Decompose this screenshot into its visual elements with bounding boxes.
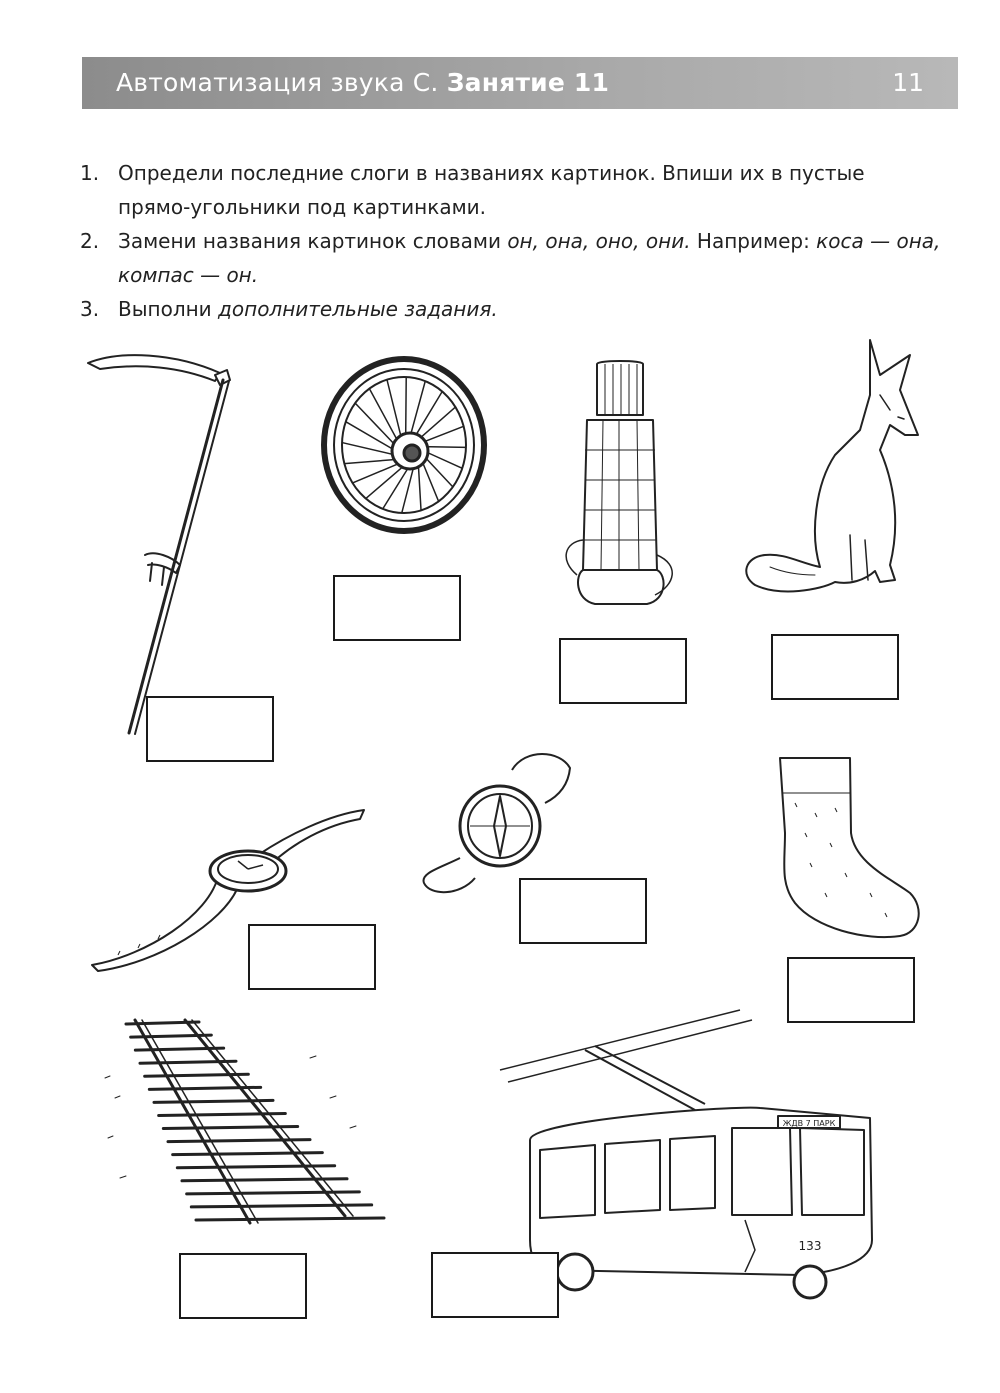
instruction-italic-text: коса — она, компас — он. <box>118 229 941 287</box>
instruction-italic-text: он, она, оно, они. <box>507 229 691 253</box>
answer-box-fox[interactable] <box>771 634 899 700</box>
wheel-spoke <box>353 462 402 483</box>
railway-tie <box>168 1140 310 1142</box>
wheel-spoke <box>421 426 463 442</box>
scythe-icon <box>80 345 240 745</box>
railway-tie <box>196 1218 384 1220</box>
instruction-1 <box>80 156 942 224</box>
wheel-spoke <box>346 422 396 451</box>
wheel-spoke <box>344 459 398 463</box>
instruction-3 <box>80 292 942 326</box>
instructions-list <box>80 156 942 326</box>
railway-icon <box>100 1018 380 1228</box>
lesson-title <box>116 68 609 97</box>
instruction-number: 3. <box>80 297 100 321</box>
answer-box-wheel[interactable] <box>333 575 461 641</box>
railway-tie <box>154 1100 273 1102</box>
wheel-spoke <box>421 459 438 501</box>
wheel-spoke <box>423 455 453 487</box>
railway-tie <box>145 1074 249 1076</box>
railway-tie <box>149 1087 260 1089</box>
wheel-spoke <box>387 380 402 440</box>
instruction-number: 2. <box>80 229 100 253</box>
wheel-spoke <box>418 462 421 510</box>
lesson-header <box>82 57 958 109</box>
instruction-text: Замени названия картинок словами <box>118 229 508 253</box>
instruction-text: Определи последние слоги в названиях картинок. Впиши их в пустые прямо-угольники под картинками. <box>118 161 865 219</box>
instruction-text: Выполни <box>118 297 219 321</box>
railway-tie <box>159 1113 286 1115</box>
answer-box-railway[interactable] <box>179 1253 307 1319</box>
wheel-spoke <box>410 381 425 437</box>
fox-icon <box>740 335 925 620</box>
wheel-spoke <box>406 377 407 438</box>
wheel-spoke <box>402 464 415 513</box>
instruction-italic-text: дополнительные задания. <box>218 297 498 321</box>
lesson-title-regular: Автоматизация звука С. <box>116 68 439 97</box>
page-number: 11 <box>892 68 924 97</box>
answer-box-trolleybus[interactable] <box>431 1252 559 1318</box>
wheel-icon <box>315 355 493 535</box>
sock-icon <box>775 753 925 943</box>
answer-box-wristwatch[interactable] <box>248 924 376 990</box>
wheel-spoke <box>369 389 398 443</box>
thermos-icon <box>555 360 685 615</box>
answer-box-compass[interactable] <box>519 878 647 944</box>
answer-box-thermos[interactable] <box>559 638 687 704</box>
svg-text:ЖДВ 7 ПАРК: ЖДВ 7 ПАРК <box>782 1119 836 1128</box>
instruction-2 <box>80 224 942 292</box>
instruction-text: Например: <box>690 229 817 253</box>
instruction-number: 1. <box>80 161 100 185</box>
railway-tie <box>163 1127 297 1129</box>
answer-box-sock[interactable] <box>787 957 915 1023</box>
wheel-spoke <box>342 443 397 456</box>
wheel-spoke <box>424 451 462 468</box>
lesson-title-bold: Занятие 11 <box>446 68 610 97</box>
svg-text:133: 133 <box>798 1239 822 1253</box>
railway-tie <box>173 1153 323 1155</box>
wheel-spoke <box>423 447 466 448</box>
answer-box-scythe[interactable] <box>146 696 274 762</box>
